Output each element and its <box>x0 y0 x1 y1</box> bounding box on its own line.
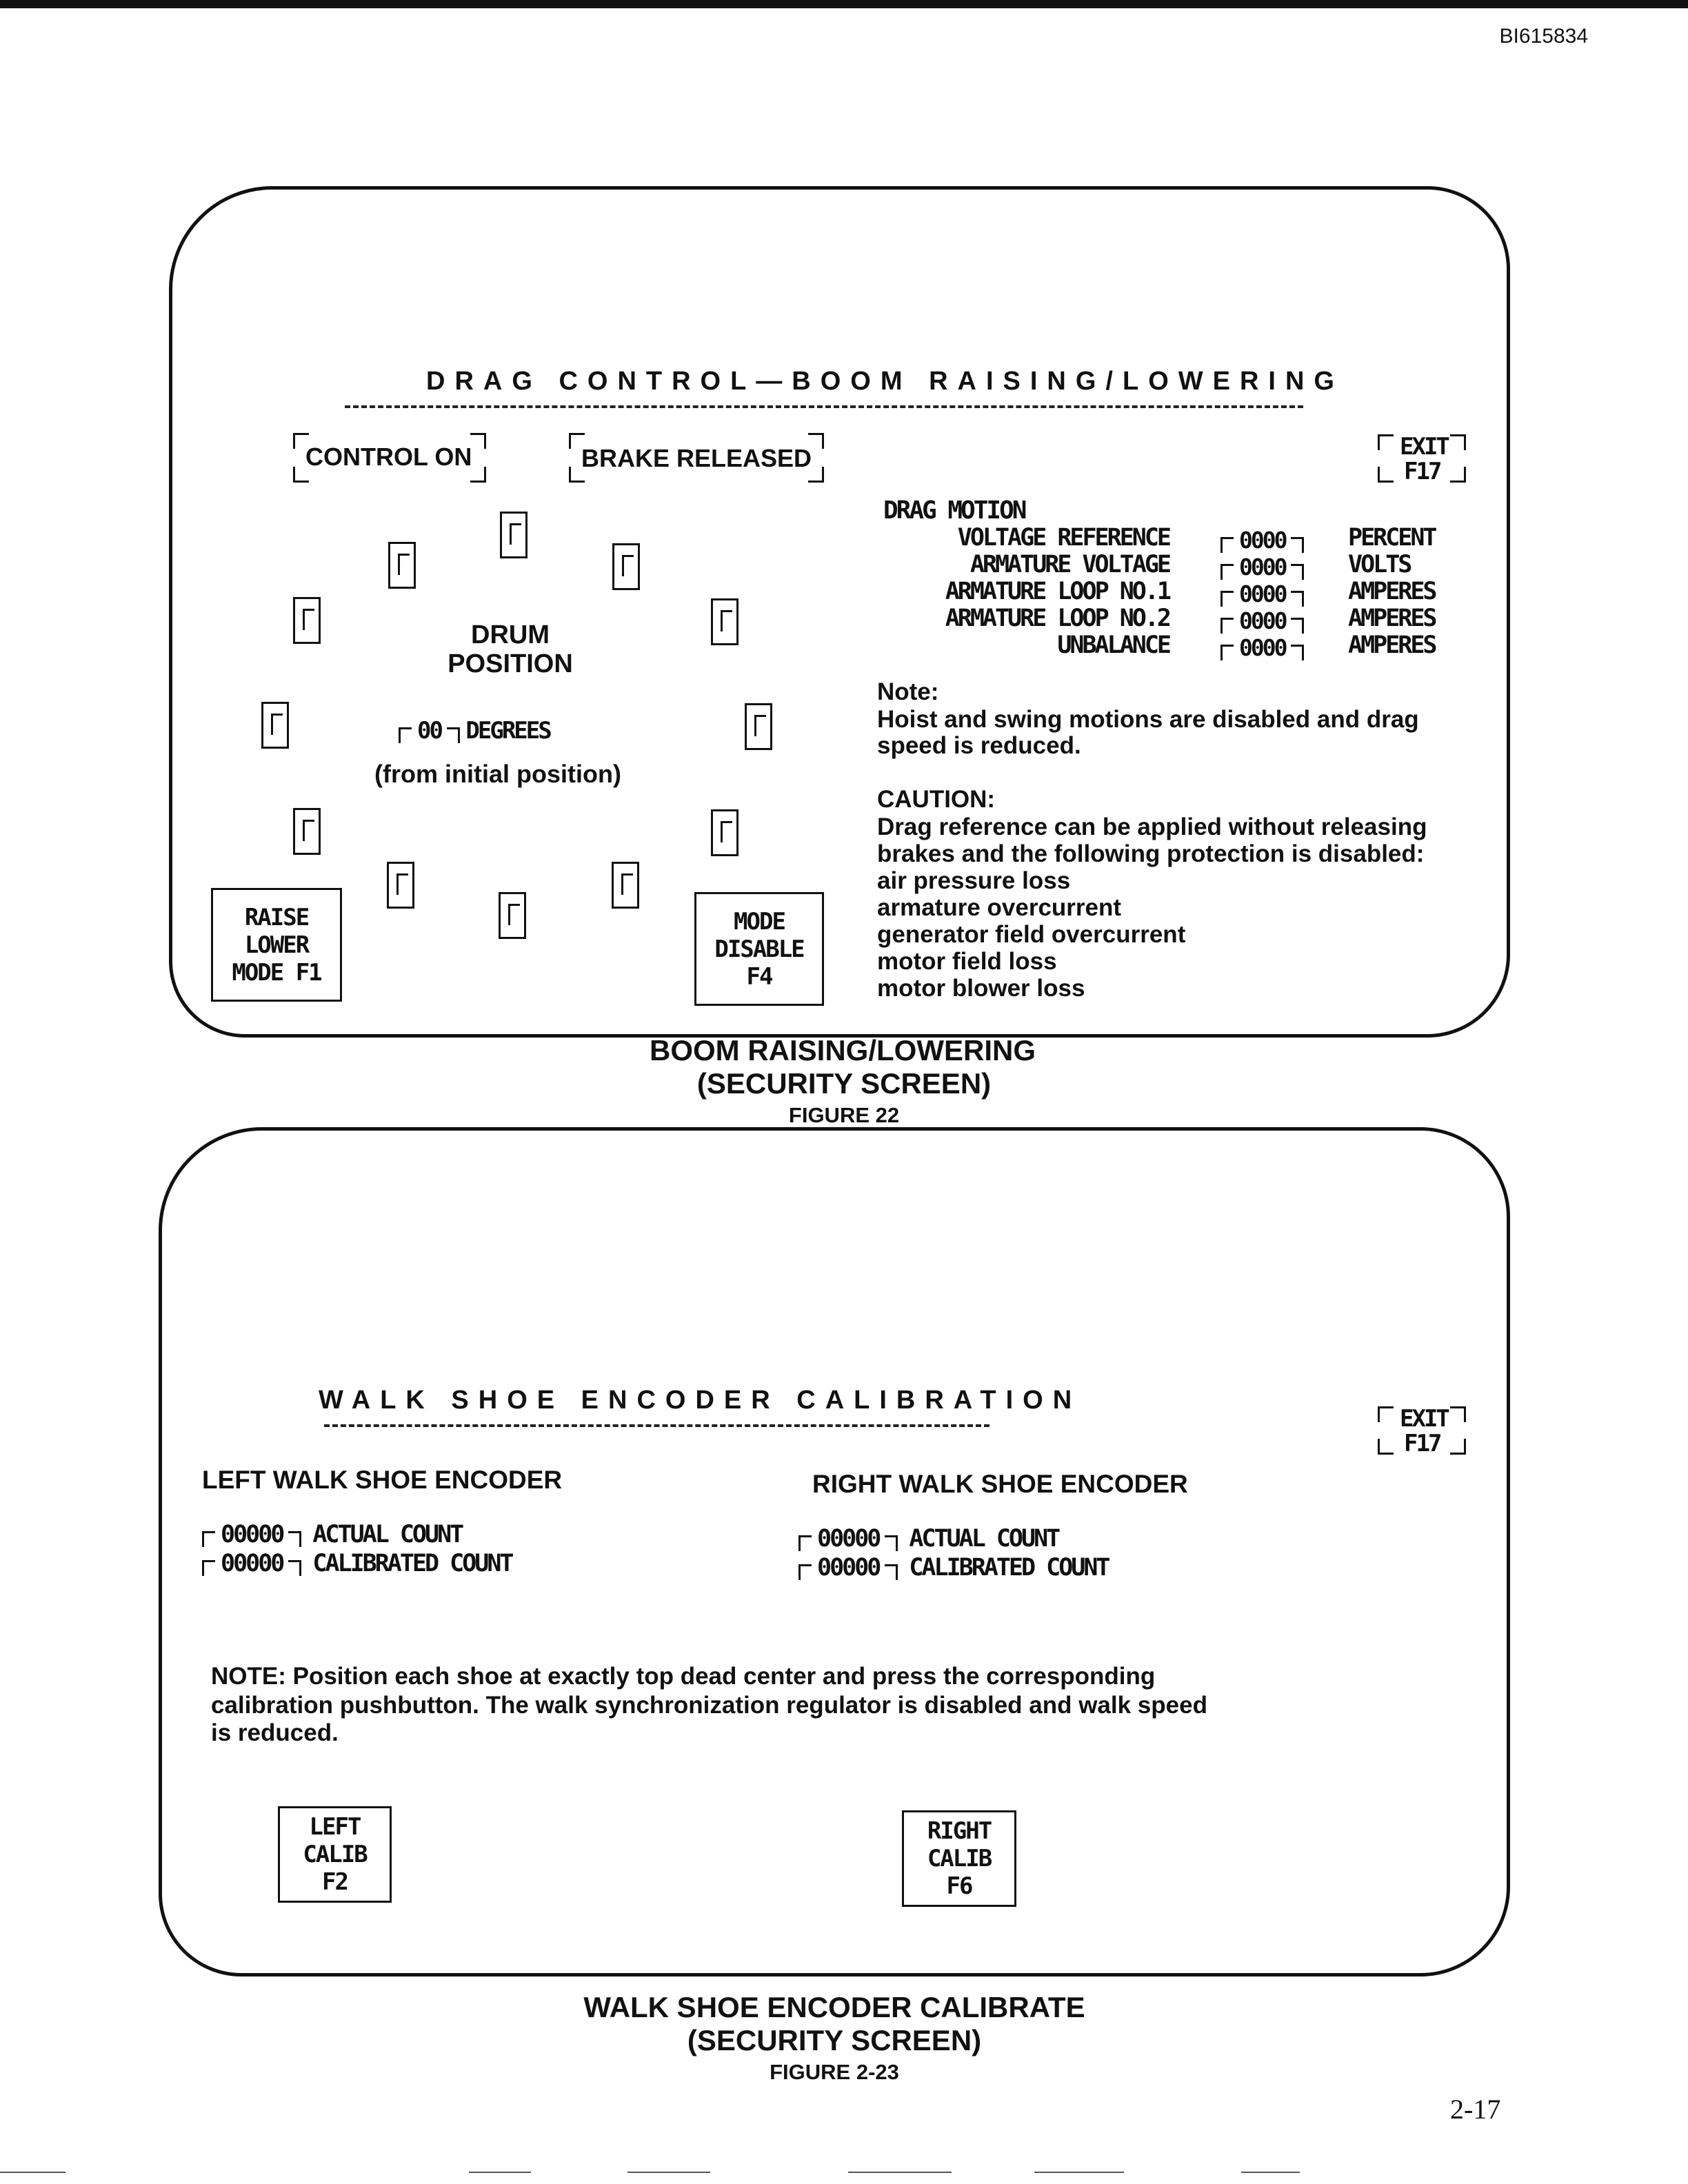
exit-f17-button-1[interactable] <box>1378 434 1466 483</box>
figure-23-caption-subtitle: (SECURITY SCREEN) <box>687 2024 982 2056</box>
bracket-right-icon <box>1291 645 1304 660</box>
figure-22-caption-number: FIGURE 22 <box>788 1103 900 1127</box>
encoder-count-label: ACTUAL COUNT <box>909 1525 1059 1553</box>
reading-unit: AMPERES <box>1348 631 1436 659</box>
exit-label: EXIT <box>1400 433 1448 461</box>
reading-unit: PERCENT <box>1348 524 1436 552</box>
encoder-count-value: 00000 <box>221 1521 283 1548</box>
bracket-right-icon <box>1291 564 1304 580</box>
bracket-left-icon <box>798 1535 812 1551</box>
drum-position-lamp <box>388 542 416 589</box>
drum-position-lamp <box>293 808 321 855</box>
raise-lower-mode-f1-button[interactable] <box>211 888 342 1002</box>
button-line: LEFT <box>309 1813 361 1841</box>
caution-line: brakes and the following protection is disabled: <box>877 840 1425 867</box>
bracket-left-icon <box>1220 537 1234 553</box>
bracket-right-icon <box>1291 618 1304 634</box>
encoder-count-label: ACTUAL COUNT <box>312 1521 463 1548</box>
encoder-row <box>202 1550 512 1577</box>
drum-position-lamp <box>711 809 738 856</box>
brake-released-indicator <box>569 433 824 483</box>
exit-label: EXIT <box>1400 1405 1448 1433</box>
button-line: CALIB <box>927 1845 992 1872</box>
button-line: RAISE <box>244 903 309 931</box>
drum-position-lamp <box>387 862 414 909</box>
note-line-1: Hoist and swing motions are disabled and drag <box>877 706 1419 733</box>
caution-heading: CAUTION: <box>877 786 996 813</box>
right-calib-f6-button[interactable] <box>902 1810 1016 1907</box>
boom-raising-screen <box>169 186 1510 1038</box>
button-line: F2 <box>322 1868 348 1896</box>
encoder-count-value: 00000 <box>221 1550 283 1577</box>
encoder-count-label: CALIBRATED COUNT <box>312 1550 512 1577</box>
reading-value <box>1220 527 1304 554</box>
encoder-count-value: 00000 <box>817 1554 880 1581</box>
reading-value-text: 0000 <box>1239 607 1286 634</box>
figure-22-caption-title: BOOM RAISING/LOWERING <box>650 1034 1036 1066</box>
button-line: LOWER <box>244 931 309 959</box>
button-line: F6 <box>946 1872 972 1900</box>
bracket-left-icon <box>399 727 412 743</box>
scan-line <box>1034 2172 1124 2173</box>
reading-label: ARMATURE LOOP NO.1 <box>945 578 1169 605</box>
left-encoder-heading: LEFT WALK SHOE ENCODER <box>202 1466 563 1494</box>
control-on-indicator <box>293 433 486 483</box>
encoder-row <box>798 1554 1109 1581</box>
caution-line: motor field loss <box>877 948 1057 975</box>
figure-23-caption-title: WALK SHOE ENCODER CALIBRATE <box>583 1991 1085 2023</box>
encoder-count-value: 00000 <box>817 1525 880 1553</box>
reading-label: UNBALANCE <box>1057 631 1169 659</box>
note-heading: Note: <box>877 678 939 705</box>
drum-position-text: DRUM POSITION <box>448 620 573 678</box>
reading-unit: AMPERES <box>1348 578 1436 605</box>
caution-line: armature overcurrent <box>877 894 1122 921</box>
mode-disable-f4-button[interactable] <box>694 892 824 1006</box>
bracket-left-icon <box>1220 564 1234 580</box>
reading-value <box>1220 634 1304 661</box>
scan-line <box>1241 2172 1300 2173</box>
caution-line: Drag reference can be applied without releasing <box>877 813 1427 840</box>
scan-line <box>848 2172 952 2173</box>
bracket-left-icon <box>1220 591 1234 607</box>
caution-line: generator field overcurrent <box>877 921 1186 948</box>
button-line: CALIB <box>303 1841 367 1868</box>
bracket-right-icon <box>447 727 460 743</box>
button-line: F4 <box>746 962 772 991</box>
figure-22-caption-subtitle: (SECURITY SCREEN) <box>696 1067 992 1100</box>
encoder-row <box>202 1521 462 1548</box>
brake-released-label: BRAKE RELEASED <box>581 444 812 472</box>
drum-position-lamp <box>500 512 528 558</box>
walk-note-line-2: calibration pushbutton. The walk synchronization regulator is disabled and walk speed <box>211 1692 1207 1719</box>
button-line: MODE <box>734 907 785 936</box>
reading-value <box>1220 554 1304 580</box>
bracket-left-icon <box>202 1531 215 1547</box>
boom-screen-title: DRAG CONTROL—BOOM RAISING/LOWERING <box>426 367 1344 396</box>
scan-line <box>627 2172 710 2173</box>
drum-position-lamp <box>711 598 738 645</box>
exit-key: F17 <box>1404 458 1440 485</box>
exit-f17-button-2[interactable] <box>1378 1406 1466 1455</box>
caution-line: air pressure loss <box>877 867 1071 894</box>
top-border <box>0 0 1688 8</box>
drum-position-lamp <box>499 892 526 939</box>
degrees-readout <box>399 717 550 745</box>
walk-note-line-3: is reduced. <box>211 1719 339 1746</box>
caution-line: motor blower loss <box>877 975 1085 1002</box>
reading-label: ARMATURE VOLTAGE <box>969 551 1169 578</box>
document-id: BI615834 <box>1499 25 1588 48</box>
walk-note-line-1: NOTE: Position each shoe at exactly top dead center and press the corresponding <box>211 1663 1156 1690</box>
bracket-right-icon <box>885 1564 898 1580</box>
figure-23-caption-number: FIGURE 2-23 <box>770 2060 899 2084</box>
scan-line <box>0 2172 66 2173</box>
drum-position-lamp <box>612 862 639 909</box>
button-line: RIGHT <box>927 1817 992 1845</box>
reading-value-text: 0000 <box>1239 554 1286 580</box>
drum-position-lamp <box>261 702 289 749</box>
walk-shoe-screen-title: WALK SHOE ENCODER CALIBRATION <box>319 1386 1082 1415</box>
title-underline <box>324 1424 989 1427</box>
page-number: 2-17 <box>1450 2094 1501 2125</box>
bracket-right-icon <box>1291 537 1304 553</box>
bracket-right-icon <box>885 1535 898 1551</box>
button-line: MODE F1 <box>232 958 321 987</box>
control-on-label: CONTROL ON <box>305 443 472 471</box>
degrees-value: 00 <box>417 717 441 745</box>
reading-unit: AMPERES <box>1348 605 1436 632</box>
reading-value-text: 0000 <box>1239 580 1286 607</box>
bracket-right-icon <box>288 1531 301 1547</box>
reading-label: VOLTAGE REFERENCE <box>957 524 1169 552</box>
bracket-right-icon <box>1291 591 1304 607</box>
reading-value <box>1220 607 1304 634</box>
title-underline <box>345 405 1303 408</box>
drum-position-lamp <box>745 703 772 750</box>
from-initial-position: (from initial position) <box>374 760 621 788</box>
reading-label: ARMATURE LOOP NO.2 <box>945 605 1169 632</box>
right-encoder-heading: RIGHT WALK SHOE ENCODER <box>812 1470 1188 1498</box>
encoder-count-label: CALIBRATED COUNT <box>909 1554 1109 1581</box>
reading-unit: VOLTS <box>1348 551 1411 578</box>
drum-position-label <box>441 620 579 678</box>
bracket-left-icon <box>798 1564 812 1580</box>
drum-position-lamp <box>293 597 321 644</box>
reading-value <box>1220 580 1304 607</box>
exit-key: F17 <box>1404 1430 1440 1457</box>
left-calib-f2-button[interactable] <box>278 1806 392 1903</box>
button-line: DISABLE <box>714 935 804 963</box>
bracket-right-icon <box>288 1560 301 1576</box>
scan-line <box>469 2172 531 2173</box>
bracket-left-icon <box>1220 618 1234 634</box>
drag-motion-heading: DRAG MOTION <box>883 496 1025 525</box>
encoder-row <box>798 1525 1058 1553</box>
bracket-left-icon <box>1220 645 1234 660</box>
degrees-unit: DEGREES <box>465 717 550 745</box>
bracket-left-icon <box>202 1560 215 1576</box>
reading-value-text: 0000 <box>1239 634 1286 661</box>
reading-value-text: 0000 <box>1239 527 1286 554</box>
note-line-2: speed is reduced. <box>877 732 1081 759</box>
drum-position-lamp <box>612 543 640 590</box>
